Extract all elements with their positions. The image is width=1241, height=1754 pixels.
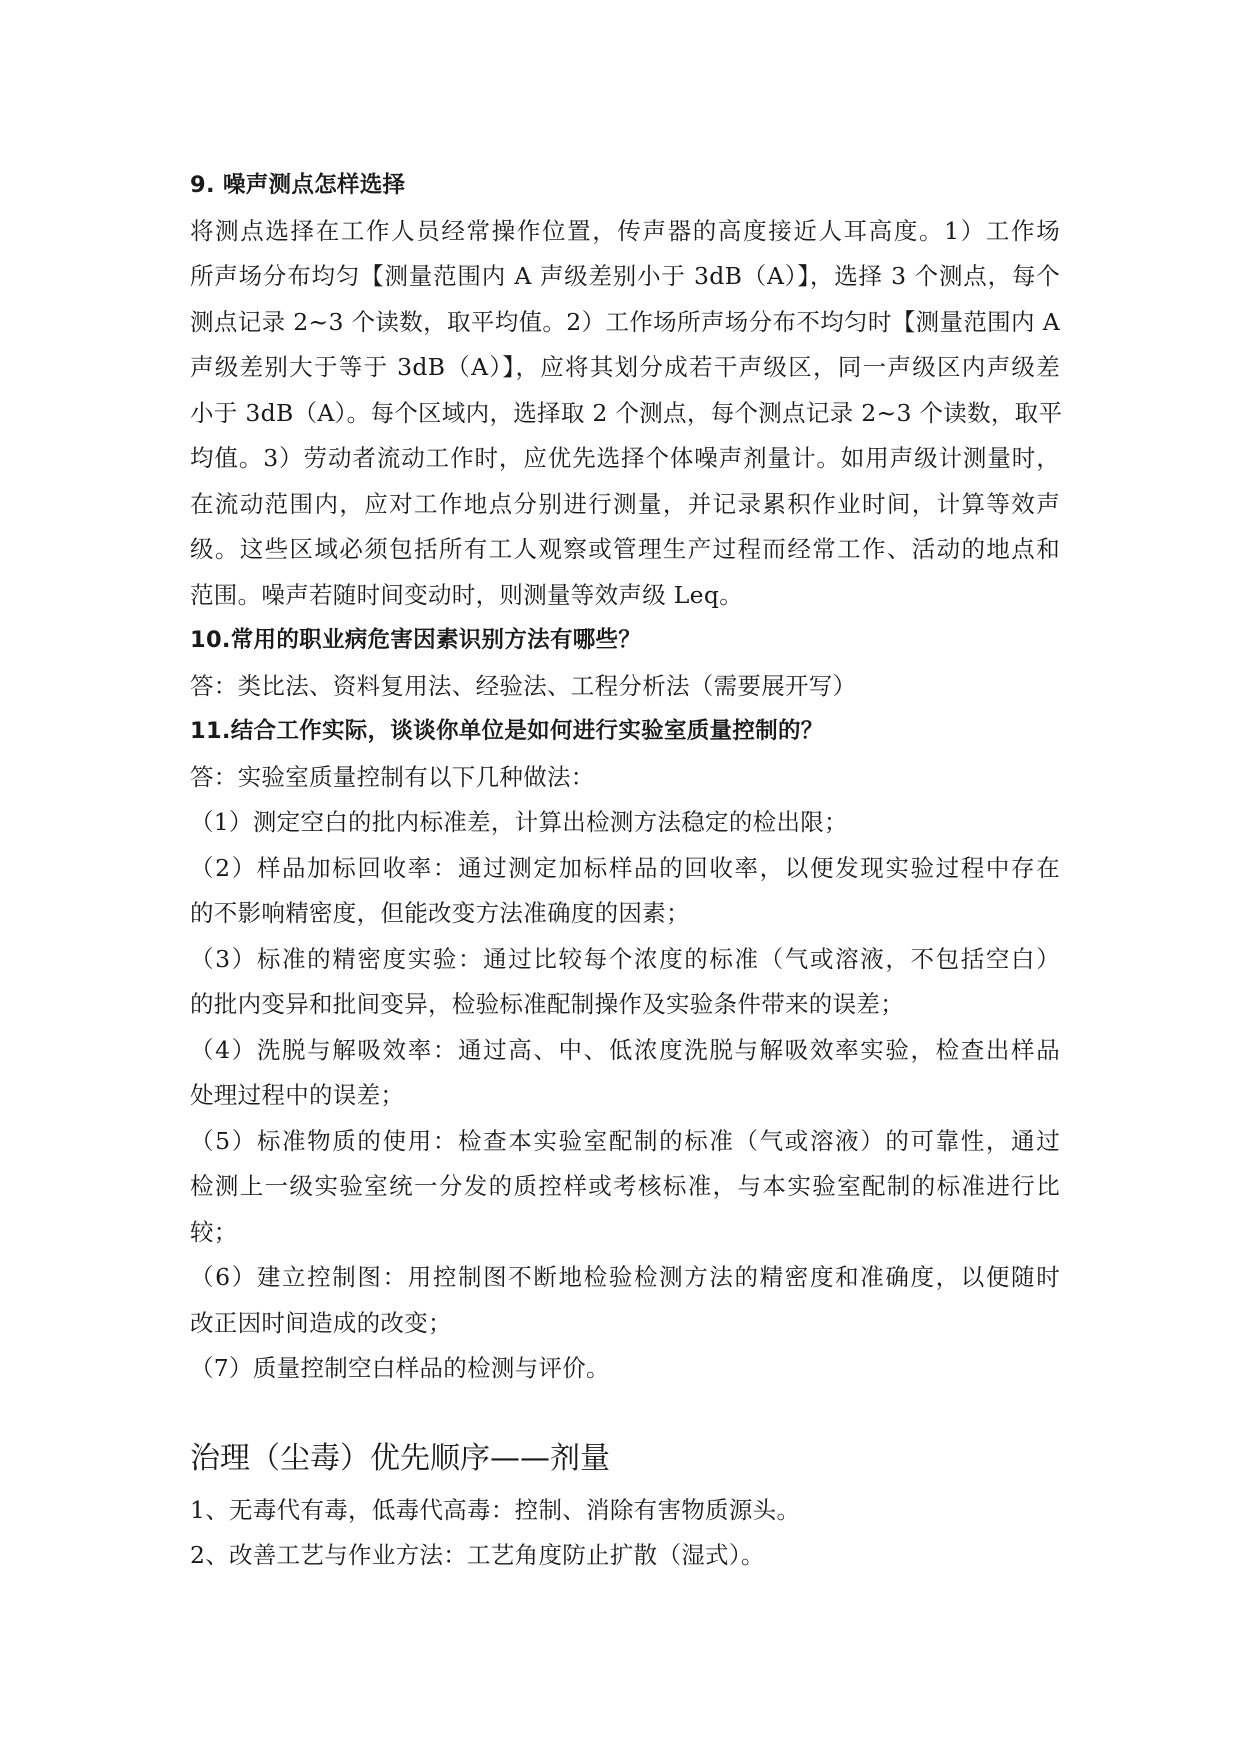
section-item-2: 2、改善工艺与作业方法：工艺角度防止扩散（湿式）。 <box>190 1541 765 1569</box>
question-11-title: 11.结合工作实际，谈谈你单位是如何进行实验室质量控制的？ <box>190 718 824 744</box>
q11-line-12: 改正因时间造成的改变； <box>190 1308 452 1337</box>
section-item-1: 1、无毒代有毒，低毒代高毒：控制、消除有害物质源头。 <box>190 1495 801 1524</box>
q9-line-1: 将测点选择在工作人员经常操作位置，传声器的高度接近人耳高度。1）工作场 <box>190 216 1060 245</box>
q11-line-6: （4）洗脱与解吸效率：通过高、中、低浓度洗脱与解吸效率实验，检查出样品 <box>190 1035 1060 1064</box>
q11-line-3: 的不影响精密度，但能改变方法准确度的因素； <box>190 899 690 927</box>
document-page <box>190 163 1063 1579</box>
q11-line-11: （6）建立控制图：用控制图不断地检验检测方法的精密度和准确度，以便随时 <box>190 1263 1060 1291</box>
q11-line-4: （3）标准的精密度实验：通过比较每个浓度的标准（气或溶液，不包括空白） <box>190 944 1060 973</box>
q11-line-1: （1）测定空白的批内标准差，计算出检测方法稳定的检出限； <box>190 808 848 836</box>
q11-line-5: 的批内变异和批间变异，检验标准配制操作及实验条件带来的误差； <box>190 990 904 1018</box>
q9-line-2: 所声场分布均匀【测量范围内 A 声级差别小于 3dB（A）】，选择 3 个测点，每个 <box>190 262 1060 290</box>
q11-line-9: 检测上一级实验室统一分发的质控样或考核标准，与本实验室配制的标准进行比 <box>190 1172 1060 1200</box>
q9-line-7: 在流动范围内，应对工作地点分别进行测量，并记录累积作业时间，计算等效声 <box>190 489 1060 518</box>
q11-intro: 答：实验室质量控制有以下几种做法： <box>190 762 595 791</box>
q9-line-6: 均值。3）劳动者流动工作时，应优先选择个体噪声剂量计。如用声级计测量时， <box>190 444 1060 472</box>
section-heading: 治理（尘毒）优先顺序——剂量 <box>190 1440 610 1476</box>
q9-line-5: 小于 3dB（A）。每个区域内，选择取 2 个测点，每个测点记录 2~3 个读数，取平 <box>190 398 1063 427</box>
question-10-title: 10.常用的职业病危害因素识别方法有哪些？ <box>190 627 642 653</box>
q9-line-9: 范围。噪声若随时间变动时，则测量等效声级 Leq。 <box>190 580 744 609</box>
q11-line-10: 较； <box>190 1217 238 1246</box>
q9-line-8: 级。这些区域必须包括所有工人观察或管理生产过程而经常工作、活动的地点和 <box>190 535 1060 563</box>
question-9-title: 9. 噪声测点怎样选择 <box>190 172 406 198</box>
q11-line-8: （5）标准物质的使用：检查本实验室配制的标准（气或溶液）的可靠性，通过 <box>190 1126 1060 1155</box>
q10-answer: 答：类比法、资料复用法、经验法、工程分析法（需要展开写） <box>190 671 857 700</box>
q9-line-3: 测点记录 2~3 个读数，取平均值。2）工作场所声场分布不均匀时【测量范围内 A <box>190 307 1060 336</box>
q11-line-7: 处理过程中的误差； <box>190 1081 405 1109</box>
q9-line-4: 声级差别大于等于 3dB（A）】，应将其划分成若干声级区，同一声级区内声级差 <box>190 353 1060 381</box>
q11-line-2: （2）样品加标回收率：通过测定加标样品的回收率，以便发现实验过程中存在 <box>190 853 1060 882</box>
q11-line-13: （7）质量控制空白样品的检测与评价。 <box>190 1354 610 1382</box>
